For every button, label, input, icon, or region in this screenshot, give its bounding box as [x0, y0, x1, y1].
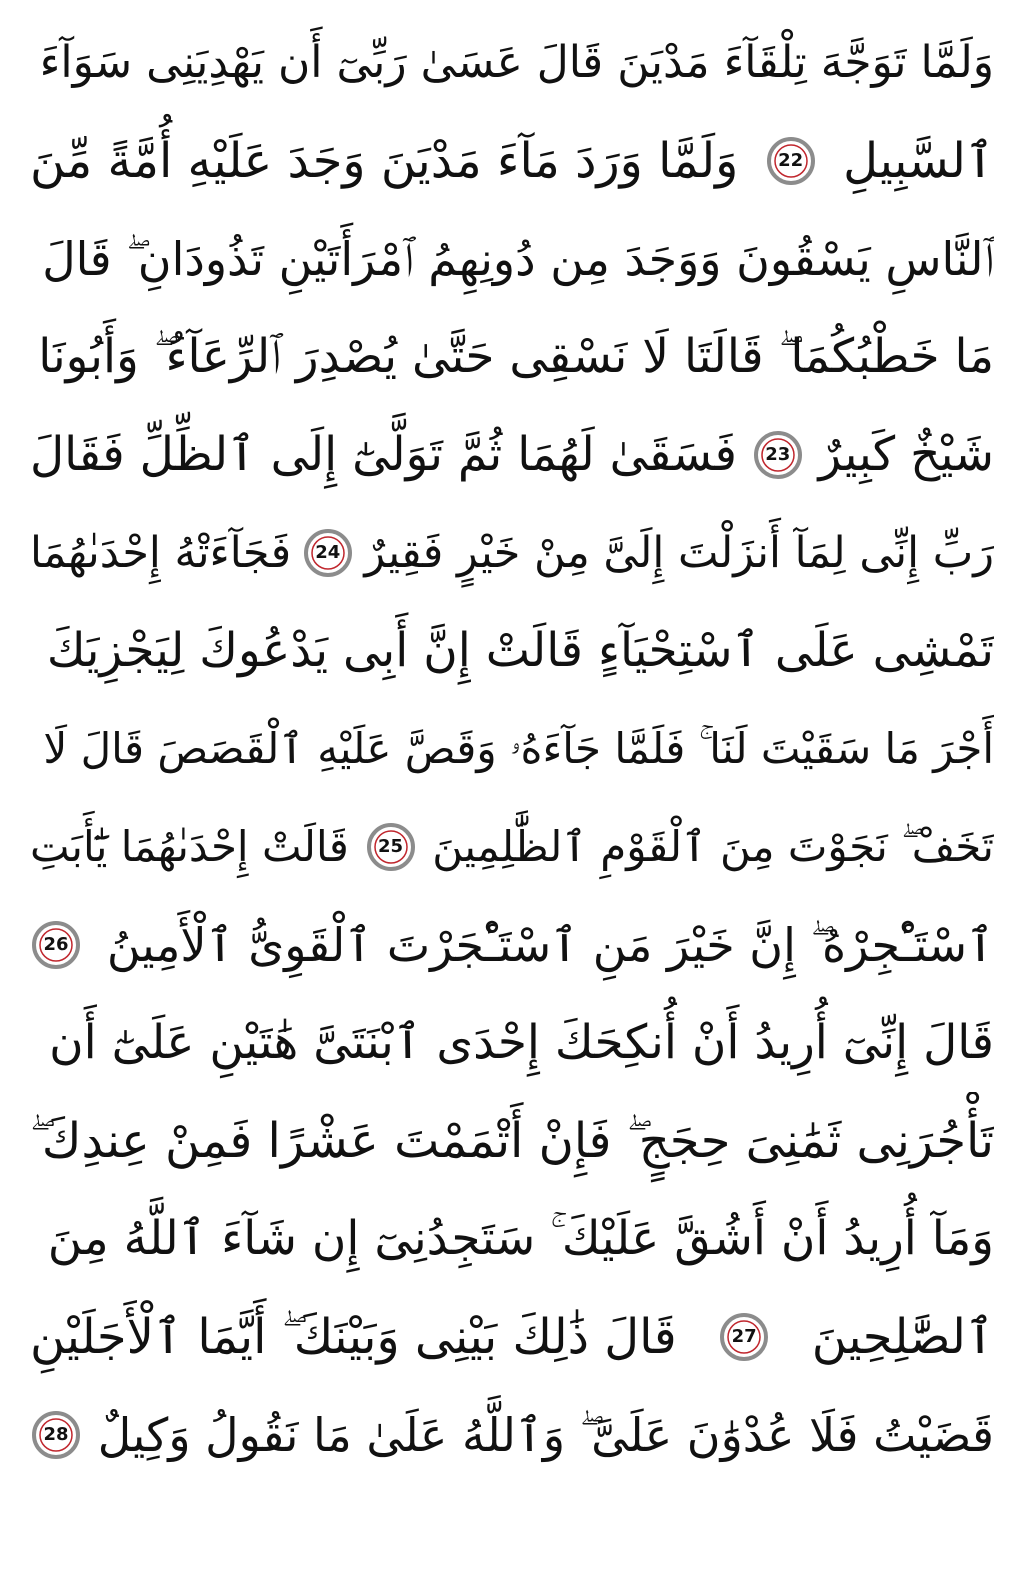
- text-line-9: [30, 798, 994, 896]
- verse-text: قَالَ إِنِّىٓ أُرِيدُ أَنْ أُنكِحَكَ إِحْدَى ٱبْنَتَىَّ هَٰتَيْنِ عَلَىٰٓ أَن: [49, 1015, 994, 1070]
- ayah-number: 23: [765, 444, 791, 465]
- ayah-marker-26: [30, 919, 82, 971]
- text-line-13: [30, 1190, 994, 1288]
- verse-text: قَالَتْ إِحْدَىٰهُمَا يَٰٓأَبَتِ: [30, 822, 349, 871]
- verse-text: تَمْشِى عَلَى ٱسْتِحْيَآءٍ قَالَتْ إِنَّ أَبِى يَدْعُوكَ لِيَجْزِيَكَ: [46, 623, 994, 678]
- verse-text: وَمَآ أُرِيدُ أَنْ أَشُقَّ عَلَيْكَ ۚ سَتَجِدُنِىٓ إِن شَآءَ ٱللَّهُ مِنَ: [47, 1211, 994, 1266]
- verse-text: مَا خَطْبُكُمَا ۖ قَالَتَا لَا نَسْقِى حَتَّىٰ يُصْدِرَ ٱلرِّعَآءُ ۖ وَأَبُونَا: [38, 329, 994, 384]
- ayah-number: 22: [778, 150, 804, 171]
- ayah-number: 27: [731, 1326, 757, 1347]
- ayah-number: 25: [378, 836, 404, 857]
- ayah-number: 26: [43, 934, 69, 955]
- text-line-11: [30, 994, 994, 1092]
- verse-text: وَلَمَّا تَوَجَّهَ تِلْقَآءَ مَدْيَنَ قَالَ عَسَىٰ رَبِّىٓ أَن يَهْدِيَنِى سَوَآءَ: [39, 37, 994, 88]
- verse-text: أَجْرَ مَا سَقَيْتَ لَنَا ۚ فَلَمَّا جَآءَهُۥ وَقَصَّ عَلَيْهِ ٱلْقَصَصَ قَالَ لَا: [43, 724, 994, 773]
- verse-text: فَسَقَىٰ لَهُمَا ثُمَّ تَوَلَّىٰٓ إِلَى ٱلظِّلِّ فَقَالَ: [30, 427, 737, 482]
- text-line-6: [30, 504, 994, 602]
- verse-text: قَضَيْتُ فَلَا عُدْوَٰنَ عَلَىَّ ۖ وَٱللَّهُ عَلَىٰ مَا نَقُولُ وَكِيلٌ: [97, 1408, 994, 1462]
- verse-text: رَبِّ إِنِّى لِمَآ أَنزَلْتَ إِلَىَّ مِنْ خَيْرٍ فَقِيرٌ: [364, 528, 994, 578]
- verse-text: تَخَفْ ۖ نَجَوْتَ مِنَ ٱلْقَوْمِ ٱلظَّٰلِمِينَ: [432, 822, 994, 871]
- ayah-marker-25: [365, 821, 417, 873]
- text-line-4: [30, 308, 994, 406]
- verse-text: ٱلصَّٰلِحِينَ: [811, 1309, 994, 1365]
- text-line-2: [30, 112, 994, 210]
- ayah-number: 28: [43, 1424, 69, 1445]
- ayah-marker-27: [718, 1311, 770, 1363]
- verse-text: قَالَ ذَٰلِكَ بَيْنِى وَبَيْنَكَ ۖ أَيَّمَا ٱلْأَجَلَيْنِ: [30, 1309, 677, 1365]
- text-line-3: [30, 210, 994, 308]
- ayah-marker-23: [752, 429, 804, 481]
- text-line-14: [30, 1288, 994, 1386]
- text-line-7: [30, 602, 994, 700]
- text-line-1: [30, 14, 994, 112]
- text-line-5: [30, 406, 994, 504]
- ayah-number: 24: [315, 542, 341, 563]
- ayah-marker-22: [765, 135, 817, 187]
- ayah-marker-24: [302, 527, 354, 579]
- verse-text: فَجَآءَتْهُ إِحْدَىٰهُمَا: [30, 528, 292, 578]
- verse-text: ٱلنَّاسِ يَسْقُونَ وَوَجَدَ مِن دُونِهِمُ ٱمْرَأَتَيْنِ تَذُودَانِ ۖ قَالَ: [42, 232, 994, 286]
- text-line-12: [30, 1092, 994, 1190]
- text-line-15: [30, 1386, 994, 1484]
- text-line-10: [30, 896, 994, 994]
- verse-text: ٱسْتَـْٔجِرْهُ ۖ إِنَّ خَيْرَ مَنِ ٱسْتَـْٔجَرْتَ ٱلْقَوِىُّ ٱلْأَمِينُ: [106, 918, 994, 972]
- verse-text: ٱلسَّبِيلِ: [843, 133, 994, 189]
- ayah-marker-28: [30, 1409, 82, 1461]
- text-line-8: [30, 700, 994, 798]
- verse-text: شَيْخٌ كَبِيرٌ: [818, 427, 994, 482]
- verse-text: تَأْجُرَنِى ثَمَٰنِىَ حِجَجٍ ۖ فَإِنْ أَتْمَمْتَ عَشْرًا فَمِنْ عِندِكَ ۖ: [30, 1113, 994, 1169]
- verse-text: وَلَمَّا وَرَدَ مَآءَ مَدْيَنَ وَجَدَ عَلَيْهِ أُمَّةً مِّنَ: [30, 133, 739, 189]
